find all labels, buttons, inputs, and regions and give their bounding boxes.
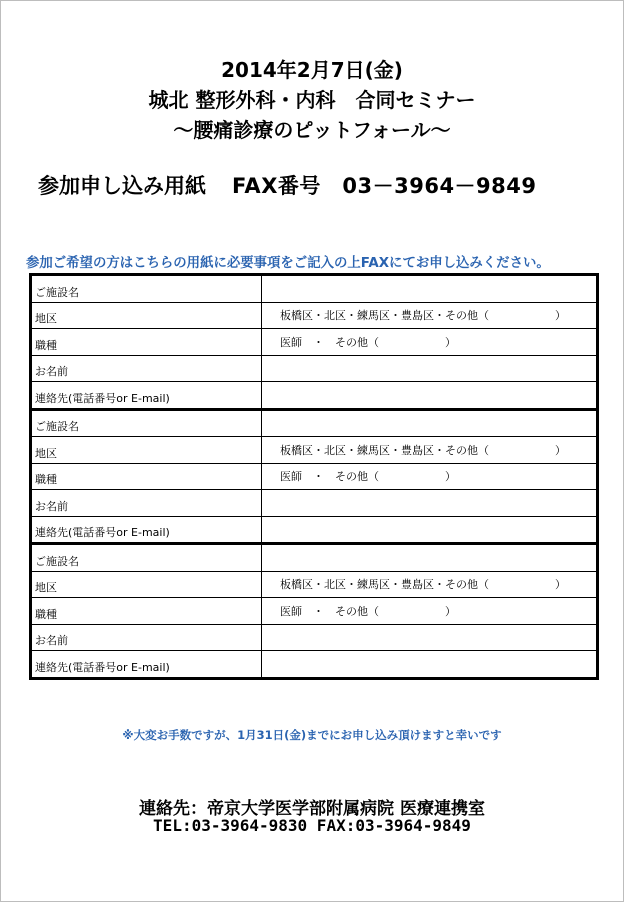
area-label: 地区 <box>32 303 262 329</box>
facility-row <box>32 411 596 437</box>
facility-label: ご施設名 <box>32 276 262 302</box>
job-label: 職種 <box>32 464 262 490</box>
area-row <box>32 302 596 329</box>
facility-label: ご施設名 <box>32 411 262 437</box>
name-field[interactable] <box>262 356 596 382</box>
job-row <box>32 328 596 355</box>
contact-label: 連絡先(電話番号or E-mail) <box>32 517 262 543</box>
name-label: お名前 <box>32 490 262 516</box>
registrant-group-3 <box>32 542 596 677</box>
job-row <box>32 597 596 624</box>
contact-info: 連絡先：帝京大学医学部附属病院 医療連携室 <box>139 799 485 819</box>
name-row <box>32 624 596 651</box>
area-options[interactable]: 板橋区・北区・練馬区・豊島区・その他（ ） <box>280 309 566 323</box>
contact-row <box>32 516 596 543</box>
name-field[interactable] <box>262 625 596 651</box>
contact-label: 連絡先(電話番号or E-mail) <box>32 651 262 677</box>
contact-row <box>32 381 596 408</box>
registration-form-table <box>29 273 599 680</box>
deadline-note: ※大変お手数ですが、1月31日(金)までにお申し込み頂けますと幸いです <box>122 728 502 742</box>
name-field[interactable] <box>262 490 596 516</box>
facility-field[interactable] <box>262 276 596 302</box>
event-date: 2014年2月7日(金) <box>221 58 403 82</box>
registrant-group-2 <box>32 408 596 543</box>
fax-number: FAX番号 03－3964－9849 <box>232 174 537 198</box>
area-row <box>32 571 596 598</box>
area-options[interactable]: 板橋区・北区・練馬区・豊島区・その他（ ） <box>280 578 566 592</box>
area-label: 地区 <box>32 437 262 463</box>
event-subtitle: ～腰痛診療のピットフォール～ <box>173 118 451 142</box>
instruction-text: 参加ご希望の方はこちらの用紙に必要事項をご記入の上FAXにてお申し込みください。 <box>26 256 550 271</box>
facility-label: ご施設名 <box>32 545 262 571</box>
form-title: 参加申し込み用紙 <box>38 174 206 198</box>
facility-field[interactable] <box>262 545 596 571</box>
job-options[interactable]: 医師 ・ その他（ ） <box>280 604 456 618</box>
job-row <box>32 463 596 490</box>
contact-label: 連絡先(電話番号or E-mail) <box>32 382 262 408</box>
contact-field[interactable] <box>262 651 596 677</box>
phone-fax-info: TEL:03-3964-9830 FAX:03-3964-9849 <box>153 816 471 835</box>
job-options[interactable]: 医師 ・ その他（ ） <box>280 335 456 349</box>
job-label: 職種 <box>32 598 262 624</box>
name-label: お名前 <box>32 356 262 382</box>
facility-field[interactable] <box>262 411 596 437</box>
name-row <box>32 355 596 382</box>
event-title: 城北 整形外科・内科 合同セミナー <box>148 88 476 112</box>
area-label: 地区 <box>32 572 262 598</box>
facility-row <box>32 545 596 571</box>
area-row <box>32 436 596 463</box>
contact-field[interactable] <box>262 382 596 408</box>
job-label: 職種 <box>32 329 262 355</box>
form-heading <box>38 170 537 200</box>
area-options[interactable]: 板橋区・北区・練馬区・豊島区・その他（ ） <box>280 443 566 457</box>
registrant-group-1 <box>32 276 596 408</box>
name-row <box>32 489 596 516</box>
name-label: お名前 <box>32 625 262 651</box>
job-options[interactable]: 医師 ・ その他（ ） <box>280 470 456 484</box>
facility-row <box>32 276 596 302</box>
contact-row <box>32 650 596 677</box>
contact-field[interactable] <box>262 517 596 543</box>
